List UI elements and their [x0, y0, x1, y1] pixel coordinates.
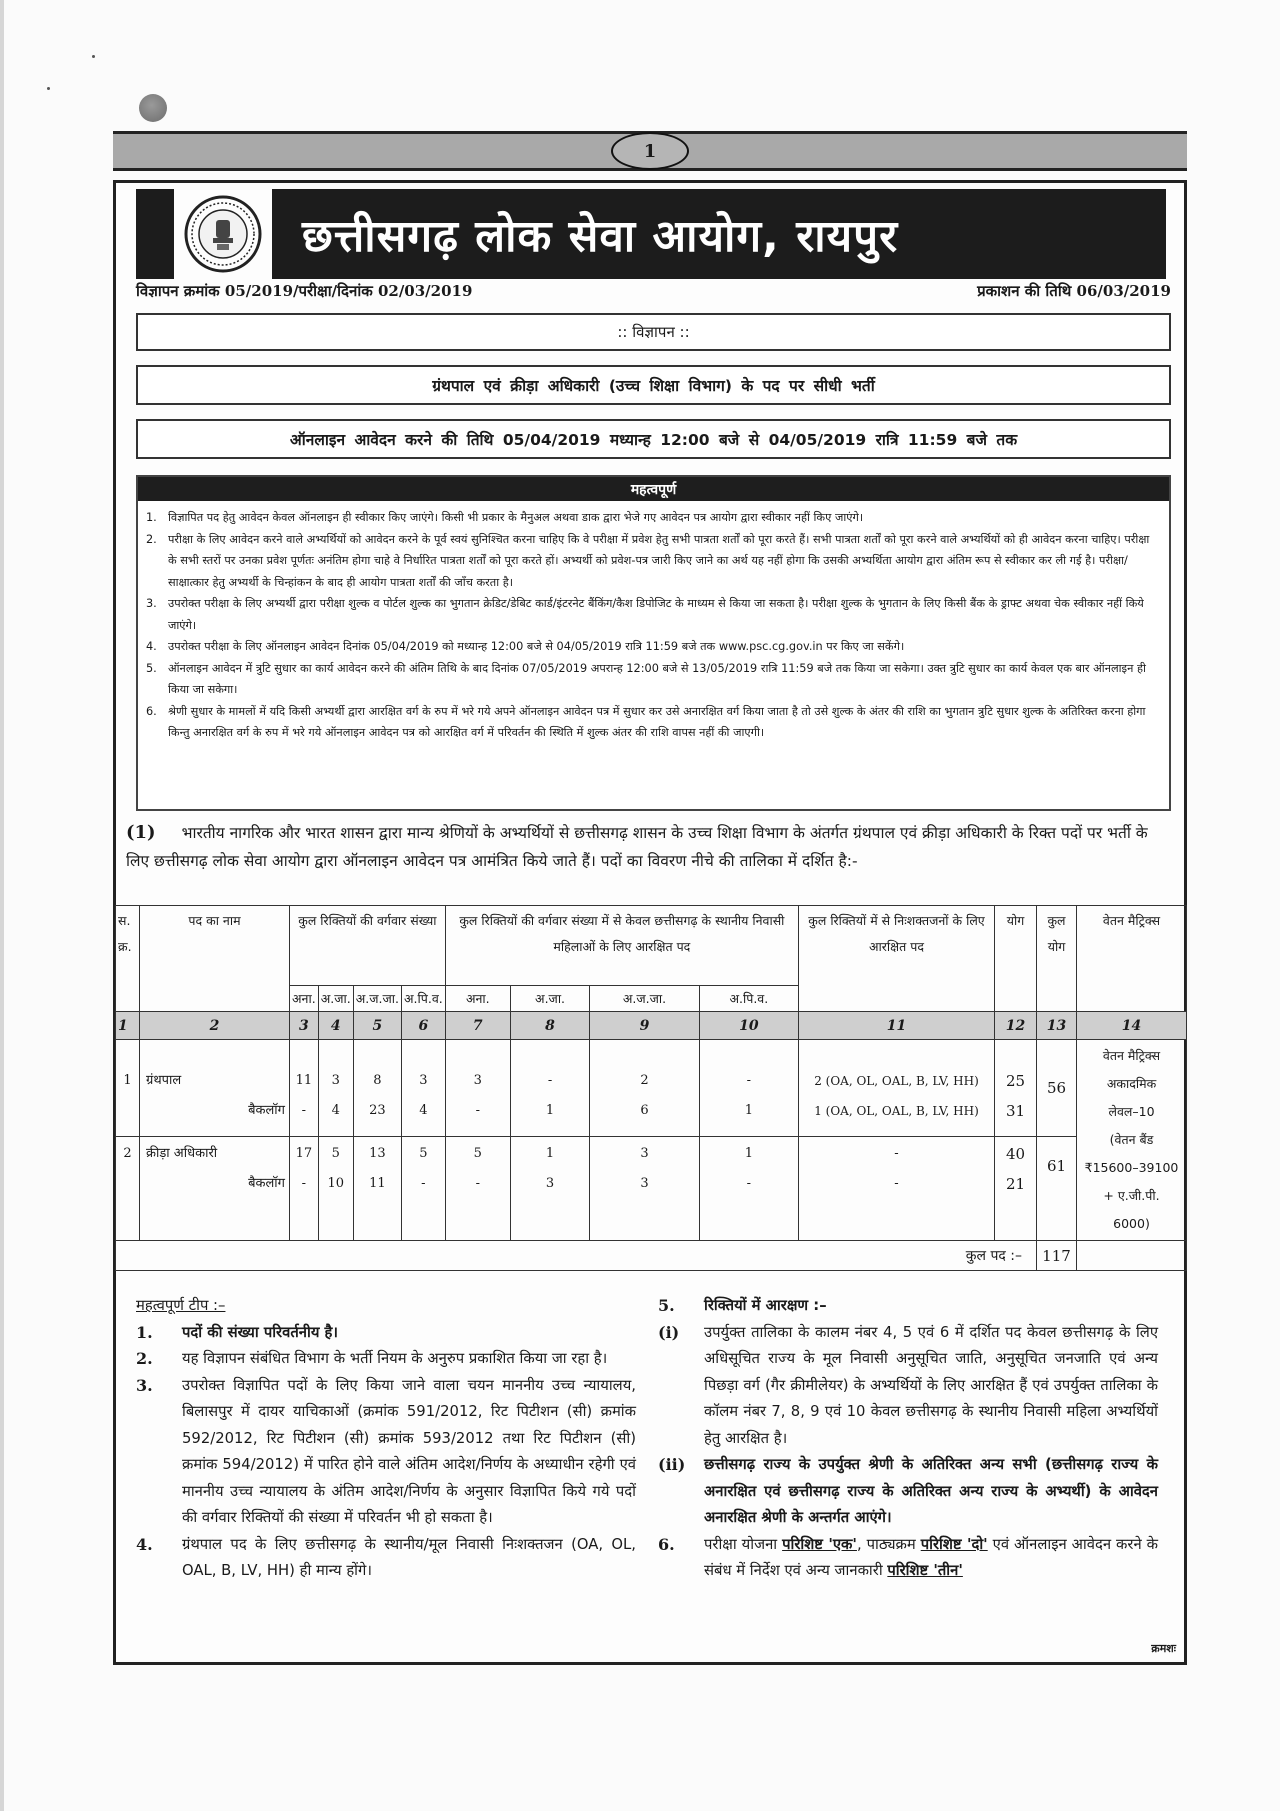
- note-item: (i) उपर्युक्त तालिका के कालम नंबर 4, 5 एवं 6 में दर्शित पद केवल छत्तीसगढ़ के लिए अधिसूचित राज्य के मूल निवासी अनुसूचित जाति, अनुसूचित जनजाति एवं अन्य पिछड़ा वर्ग (गैर क्रीमीलेयर) के अभ्यर्थियों के लिए आरक्षित हैं एवं उपर्युक्त तालिका के कॉलम नंबर 7, 8, 9 एवं 10 केवल छत्तीसगढ़ के स्थानीय निवासी महिला अभ्यर्थियों हेतु आरक्षित है।: [658, 1322, 1158, 1447]
- total-posts-row: [116, 1241, 1187, 1271]
- important-notes-left: [136, 1293, 636, 1585]
- note-item: 2. यह विज्ञापन संबंधित विभाग के भर्ती नियम के अनुरुप प्रकाशित किया जा रहा है।: [136, 1349, 608, 1368]
- col-index: 12: [995, 1012, 1037, 1040]
- empty-cell: [1077, 1241, 1187, 1271]
- header-grand-total: कुल योग: [1037, 906, 1077, 1012]
- col-index: 11: [799, 1012, 995, 1040]
- application-dates-banner: ऑनलाइन आवेदन करने की तिथि 05/04/2019 मध्यान्ह 12:00 बजे से 04/05/2019 रात्रि 11:59 बजे तक: [136, 419, 1171, 459]
- cell-grand-total: 56: [1037, 1040, 1077, 1137]
- table-row: [116, 1137, 1187, 1241]
- header-total: योग: [995, 906, 1037, 1012]
- advertisement-meta: [136, 281, 1171, 301]
- masthead-left-bar: [136, 189, 174, 279]
- cell: 1 3: [510, 1137, 589, 1241]
- intro-text: भारतीय नागरिक और भारत शासन द्वारा मान्य श्रेणियों के अभ्यर्थियों से छत्तीसगढ़ शासन के उच्च शिक्षा विभाग के अंतर्गत ग्रंथपाल एवं क्रीड़ा अधिकारी के रिक्त पदों पर भर्ती के लिए छत्तीसगढ़ लोक सेवा आयोग द्वारा ऑनलाइन आवेदन पत्र आमंत्रित किये जाते हैं। पदों का विवरण नीचे की तालिका में दर्शित है:-: [126, 824, 1148, 870]
- cgpsc-emblem-icon: [182, 189, 264, 279]
- cell: 5 10: [318, 1137, 353, 1241]
- important-heading: महत्वपूर्ण: [138, 477, 1169, 501]
- important-item: 3. उपरोक्त परीक्षा के लिए अभ्यर्थी द्वारा परीक्षा शुल्क व पोर्टल शुल्क का भुगतान क्रेडिट/डेबिट कार्ड/इंटरनेट बैंकिंग/कैश डिपोजिट के माध्यम से किया जा सकता है। परीक्षा शुल्क के भुगतान के लिए किसी बैंक के ड्राफ्ट अथवा चेक स्वीकार नहीं किये जाएंगे।: [146, 597, 1144, 632]
- pay-matrix-cell: वेतन मैट्रिक्स अकादमिक लेवल–10 (वेतन बैंड ₹15600–39100 + ए.जी.पी. 6000): [1077, 1040, 1187, 1241]
- cell: 8 23: [353, 1040, 401, 1137]
- cell: 11 -: [290, 1040, 319, 1137]
- cell: 5 -: [401, 1137, 445, 1241]
- cell: - 1: [510, 1040, 589, 1137]
- vigyapan-banner: :: विज्ञापन ::: [136, 313, 1171, 351]
- intro-number: (1): [126, 822, 156, 843]
- note-item: 5. रिक्तियों में आरक्षण :–: [658, 1296, 827, 1315]
- important-item: 4. उपरोक्त परीक्षा के लिए ऑनलाइन आवेदन दिनांक 05/04/2019 को मध्यान्ह 12:00 बजे से 04/05/2019 रात्रि 11:59 बजे तक www.psc.cg.gov.in पर किए जा सकेंगे।: [146, 640, 905, 653]
- col-index: 1: [116, 1012, 140, 1040]
- publish-date: प्रकाशन की तिथि 06/03/2019: [977, 282, 1171, 300]
- subheader-cell: अ.ज.जा.: [353, 986, 401, 1012]
- cell-total: 40 21: [995, 1137, 1037, 1241]
- note-item: (ii) छत्तीसगढ़ राज्य के उपर्युक्त श्रेणी के अतिरिक्त अन्य सभी (छत्तीसगढ़ राज्य के अनारक्षित एवं छत्तीसगढ़ राज्य के अतिरिक्त अन्य राज्य के अभ्यर्थी) के आवेदन अनारक्षित श्रेणी के अन्तर्गत आएंगे।: [658, 1455, 1158, 1526]
- masthead: [136, 189, 1166, 279]
- subheader-cell: अ.ज.जा.: [590, 986, 699, 1012]
- col-index: 14: [1077, 1012, 1187, 1040]
- note-item: 6. परीक्षा योजना परिशिष्ट 'एक', पाठ्यक्रम परिशिष्ट 'दो' एवं ऑनलाइन आवेदन करने के संबंध में निर्देश एवं अन्य जानकारी परिशिष्ट 'तीन': [658, 1534, 1158, 1579]
- col-index: 2: [140, 1012, 290, 1040]
- appendix-three-link: परिशिष्ट 'तीन': [887, 1562, 963, 1579]
- col-index: 13: [1037, 1012, 1077, 1040]
- cell: 5 -: [445, 1137, 510, 1241]
- col-index: 6: [401, 1012, 445, 1040]
- row-sno: 1: [116, 1040, 140, 1137]
- notes-heading: महत्वपूर्ण टीप :–: [136, 1297, 226, 1314]
- col-index: 7: [445, 1012, 510, 1040]
- col-index: 10: [699, 1012, 798, 1040]
- header-category-wise: कुल रिक्तियों की वर्गवार संख्या: [290, 906, 446, 986]
- punch-hole: [139, 94, 167, 122]
- cell: 3 3: [590, 1137, 699, 1241]
- header-sno: स. क्र.: [116, 906, 140, 1012]
- row-post: क्रीड़ा अधिकारी बैकलॉग: [140, 1137, 290, 1241]
- cell: 1 -: [699, 1137, 798, 1241]
- note-item: 1. पदों की संख्या परिवर्तनीय है।: [136, 1322, 339, 1342]
- intro-paragraph: [126, 819, 1171, 875]
- important-item: 5. ऑनलाइन आवेदन में त्रुटि सुधार का कार्य आवेदन करने की अंतिम तिथि के बाद दिनांक 07/05/2019 अपरान्ह 12:00 बजे से 13/05/2019 रात्रि 11:59 बजे तक किया जा सकेगा। उक्त त्रुटि सुधार का कार्य केवल एक बार ऑनलाइन ही किया जा सकेगा।: [146, 661, 1146, 696]
- subheader-cell: अ.जा.: [510, 986, 589, 1012]
- header-women-reserved: कुल रिक्तियों की वर्गवार संख्या में से केवल छत्तीसगढ़ के स्थानीय निवासी महिलाओं के लिए आरक्षित पद: [445, 906, 798, 986]
- cell-disabled: 2 (OA, OL, OAL, B, LV, HH) 1 (OA, OL, OAL, B, LV, HH): [799, 1040, 995, 1137]
- total-posts-label: कुल पद :–: [116, 1241, 1037, 1271]
- table-row: [116, 1040, 1187, 1137]
- important-panel: [136, 475, 1171, 811]
- cell-grand-total: 61: [1037, 1137, 1077, 1241]
- note-item: 3. उपरोक्त विज्ञापित पदों के लिए किया जाने वाला चयन माननीय उच्च न्यायालय, बिलासपुर में दायर याचिकाओं (क्रमांक 591/2012, रिट पिटीशन (सी) क्रमांक 592/2012, रिट पिटीशन (सी) क्रमांक 593/2012 तथा रिट पिटीशन (सी) क्रमांक 594/2012) में पारित होने वाले अंतिम आदेश/निर्णय के अध्याधीन रहेगी एवं माननीय उच्च न्यायालय के अंतिम आदेश/निर्णय के अनुसार विज्ञापित किये गये पदों की वर्गवार रिक्तियों की संख्या में परिवर्तन भी हो सकता है।: [136, 1375, 636, 1526]
- subheader-cell: अ.पि.व.: [401, 986, 445, 1012]
- col-index: 9: [590, 1012, 699, 1040]
- scan-edge: [0, 0, 4, 1811]
- col-index: 8: [510, 1012, 589, 1040]
- continued-label: क्रमशः: [1151, 1642, 1176, 1655]
- important-item: 1. विज्ञापित पद हेतु आवेदन केवल ऑनलाइन ही स्वीकार किए जाएंगे। किसी भी प्रकार के मैनुअल अथवा डाक द्वारा भेजे गए आवेदन पत्र आयोग द्वारा स्वीकार नहीं किए जाएंगे।: [146, 511, 864, 524]
- scan-speck: [47, 87, 50, 90]
- header-post-name: पद का नाम: [140, 906, 290, 1012]
- total-posts-value: 117: [1037, 1241, 1077, 1271]
- organization-title: छत्तीसगढ़ लोक सेवा आयोग, रायपुर: [272, 189, 1166, 279]
- table-header-row: [116, 906, 1187, 986]
- col-index: 3: [290, 1012, 319, 1040]
- col-index: 5: [353, 1012, 401, 1040]
- appendix-one-link: परिशिष्ट 'एक': [782, 1535, 857, 1553]
- scan-speck: [92, 55, 95, 58]
- header-pay-matrix: वेतन मैट्रिक्स: [1077, 906, 1187, 1012]
- cell: 3 4: [318, 1040, 353, 1137]
- important-item: 2. परीक्षा के लिए आवेदन करने वाले अभ्यर्थियों को आवेदन करने के पूर्व स्वयं सुनिश्चित करना चाहिए कि वे परीक्षा में प्रवेश हेतु सभी पात्रता शर्तों को पूरा करते हैं। सभी पात्रता शर्तों को पूरा करने वाले अभ्यर्थियों को ही आवेदन करना चाहिए। परीक्षा के सभी स्तरों पर उनका प्रवेश पूर्णतः अनंतिम होगा चाहे वे निर्धारित पात्रता शर्तों को पूरा करते हों। अभ्यर्थी को प्रवेश-पत्र जारी किए जाने का अर्थ यह नहीं होगा कि उसकी अभ्यर्थिता आयोग द्वारा अंतिम रूप से स्वीकार कर ली गई है। परीक्षा/साक्षात्कार हेतु अभ्यर्थी के चिन्हांकन के बाद ही आयोग पात्रता शर्तों की जाँच करता है।: [146, 532, 1150, 589]
- advertisement-page: [113, 180, 1187, 1665]
- advertisement-number: विज्ञापन क्रमांक 05/2019/परीक्षा/दिनांक 02/03/2019: [136, 282, 473, 300]
- column-index-row: [116, 1012, 1187, 1040]
- important-list: [138, 501, 1169, 744]
- reservation-notes-right: [658, 1293, 1158, 1585]
- vacancy-table: [115, 905, 1187, 1271]
- cell: 17 -: [290, 1137, 319, 1241]
- row-post: ग्रंथपाल बैकलॉग: [140, 1040, 290, 1137]
- subheader-cell: अ.पि.व.: [699, 986, 798, 1012]
- row-sno: 2: [116, 1137, 140, 1241]
- recruitment-title-banner: ग्रंथपाल एवं क्रीड़ा अधिकारी (उच्च शिक्षा विभाग) के पद पर सीधी भर्ती: [136, 365, 1171, 405]
- page-number: 1: [611, 132, 689, 170]
- cell: - 1: [699, 1040, 798, 1137]
- cell: 13 11: [353, 1137, 401, 1241]
- cell: 2 6: [590, 1040, 699, 1137]
- col-index: 4: [318, 1012, 353, 1040]
- subheader-cell: अना.: [445, 986, 510, 1012]
- appendix-two-link: परिशिष्ट 'दो': [920, 1535, 988, 1553]
- cell-disabled: - -: [799, 1137, 995, 1241]
- subheader-cell: अना.: [290, 986, 319, 1012]
- cell: 3 -: [445, 1040, 510, 1137]
- header-disabled-reserved: कुल रिक्तियों में से निःशक्तजनों के लिए आरक्षित पद: [799, 906, 995, 1012]
- subheader-cell: अ.जा.: [318, 986, 353, 1012]
- important-item: 6. श्रेणी सुधार के मामलों में यदि किसी अभ्यर्थी द्वारा आरक्षित वर्ग के रुप में भरे गये अपने ऑनलाइन आवेदन पत्र में सुधार कर उसे अनारक्षित वर्ग किया जाता है तो उसे शुल्क के अंतर की राशि का भुगतान त्रुटि सुधार शुल्क के अतिरिक्त करना होगा किन्तु अनारक्षित वर्ग के रुप में भरे गये ऑनलाइन आवेदन पत्र को आरक्षित वर्ग में परिवर्तन की स्थिति में शुल्क अंतर की राशि वापस नहीं की जाएगी।: [146, 704, 1146, 739]
- cell: 3 4: [401, 1040, 445, 1137]
- cell-total: 25 31: [995, 1040, 1037, 1137]
- note-item: 4. ग्रंथपाल पद के लिए छत्तीसगढ़ के स्थानीय/मूल निवासी निःशक्तजन (OA, OL, OAL, B, LV, HH) ही मान्य होंगे।: [136, 1534, 636, 1579]
